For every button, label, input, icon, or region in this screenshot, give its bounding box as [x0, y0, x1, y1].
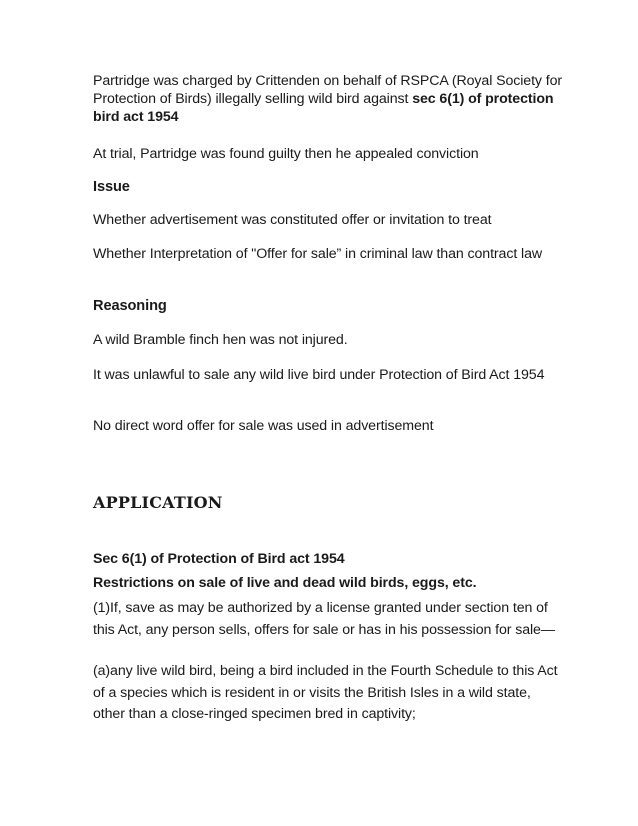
facts-text: Partridge was charged by Crittenden on behalf of RSPCA (Royal Society for Protection of Birds) illegally selling wild bird against	[93, 73, 563, 107]
clause-a: (a)any live wild bird, being a bird included in the Fourth Schedule to this Act of a species which is resident in or visits the British Isles in a wild state, other than a close-ringed specimen bred in captivity;	[93, 663, 558, 722]
facts-paragraph	[93, 72, 563, 126]
reasoning-paragraph-2: It was unlawful to sale any wild live bird under Protection of Bird Act 1954	[93, 367, 545, 383]
issue-heading: Issue	[93, 179, 130, 195]
reasoning-paragraph-1: A wild Bramble finch hen was not injured.	[93, 332, 348, 348]
trial-paragraph: At trial, Partridge was found guilty then he appealed conviction	[93, 146, 479, 162]
reasoning-paragraph-3: No direct word offer for sale was used in advertisement	[93, 418, 434, 434]
section-subtitle: Restrictions on sale of live and dead wild birds, eggs, etc.	[93, 575, 477, 591]
issue-paragraph-1: Whether advertisement was constituted offer or invitation to treat	[93, 212, 492, 228]
section-title: Sec 6(1) of Protection of Bird act 1954	[93, 551, 345, 567]
application-heading: APPLICATION	[93, 493, 223, 512]
facts-statute-reference: sec 6(1) of protection bird act 1954	[93, 91, 554, 125]
clause-1: (1)If, save as may be authorized by a license granted under section ten of this Act, any person sells, offers for sale or has in his possession for sale—	[93, 600, 555, 638]
issue-paragraph-2: Whether Interpretation of "Offer for sale” in criminal law than contract law	[93, 246, 543, 262]
reasoning-heading: Reasoning	[93, 298, 167, 314]
